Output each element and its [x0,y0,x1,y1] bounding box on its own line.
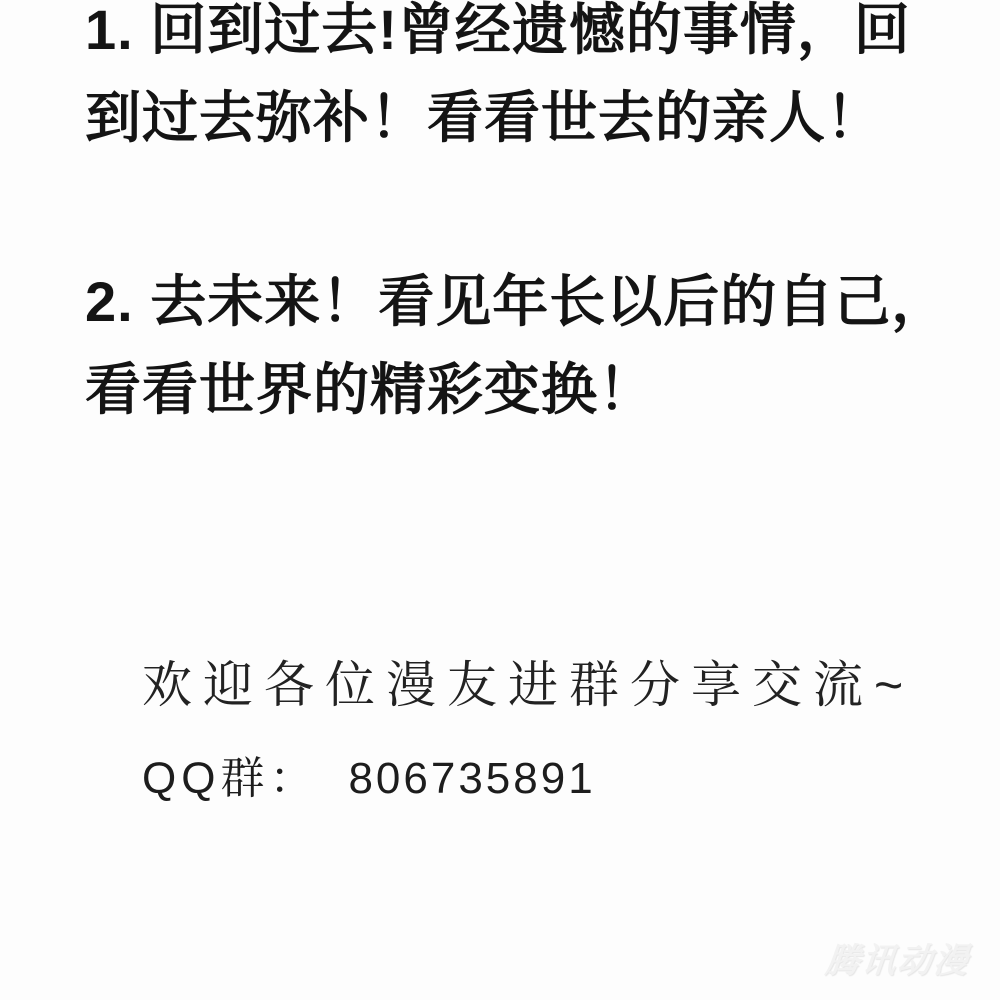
group-welcome-note: 欢迎各位漫友进群分享交流~ [142,657,915,713]
qq-group-number: 806735891 [348,754,596,803]
qq-group-line [142,742,596,806]
tencent-comics-watermark: 腾讯动漫 [823,942,972,980]
announcement-item-1 [85,0,911,162]
announcement-item-1-line-1: 1. 回到过去!曾经遗憾的事情，回 [85,0,911,61]
announcement-item-2 [85,258,948,434]
qq-group-label: QQ群： [142,754,319,803]
announcement-item-1-line-2: 到过去弥补！看看世去的亲人！ [85,86,883,149]
announcement-item-2-line-2: 看看世界的精彩变换！ [85,358,655,421]
announcement-item-2-line-1: 2. 去未来！看见年长以后的自己， [85,270,949,333]
